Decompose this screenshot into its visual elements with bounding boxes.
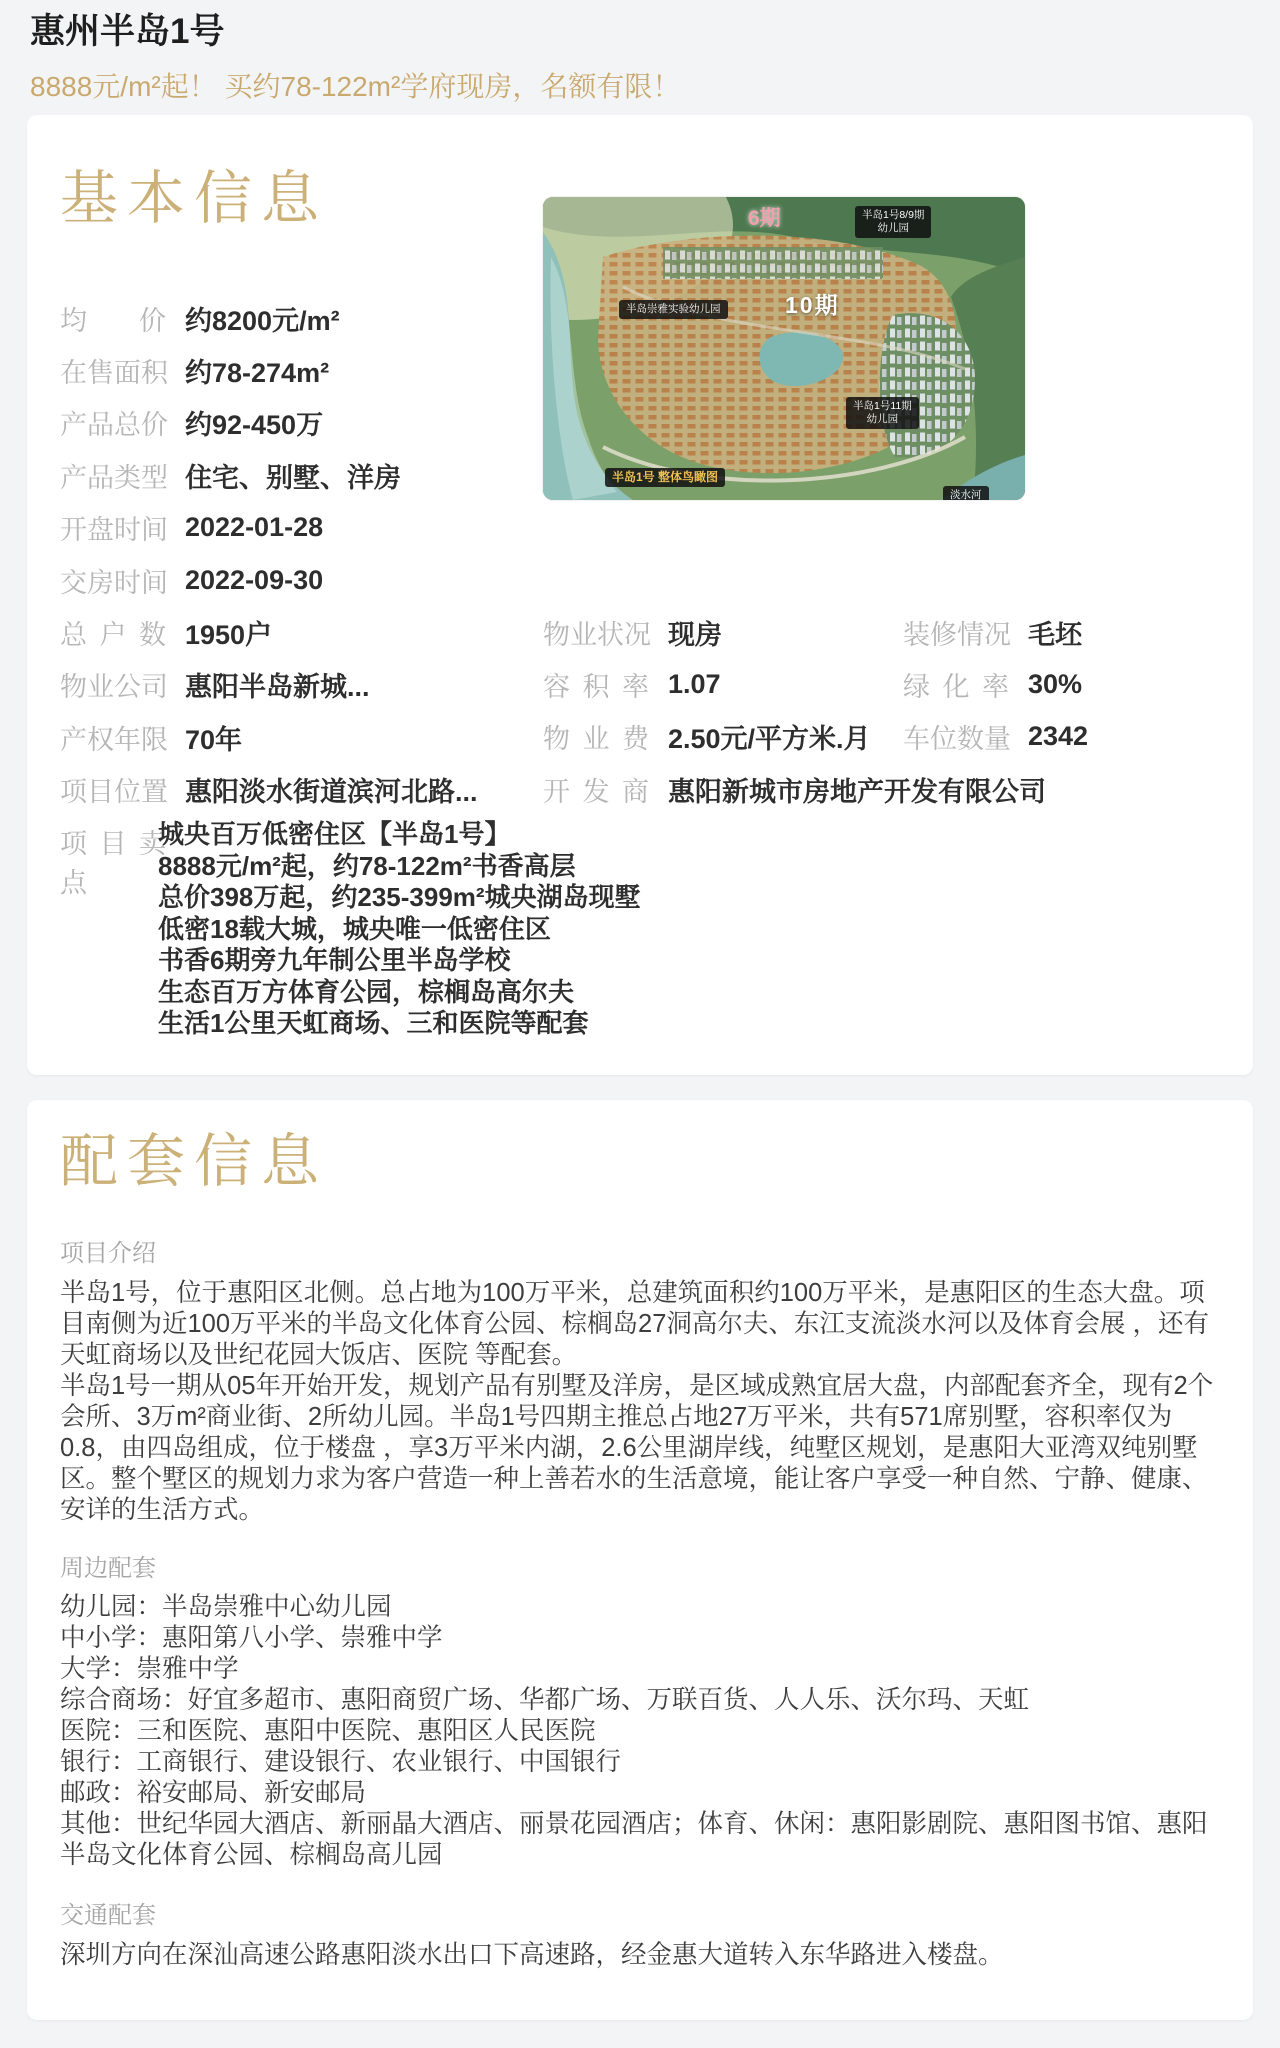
aerial-illustration (543, 197, 1025, 500)
selling-point-line: 低密18载大城，城央唯一低密住区 (158, 913, 551, 944)
selling-point-line: 生态百万方体育公园，棕榈岛高尔夫 (158, 976, 575, 1007)
project-intro-paragraph-1: 半岛1号，位于惠阳区北侧。总占地为100万平米，总建筑面积约100万平米，是惠阳区的生态大盘。项目南侧为近100万平米的半岛文化体育公园、棕榈岛27洞高尔夫、东江支流淡水河以及体育会展 ，还有天虹商场以及世纪花园大饭店、医院 等配套。 (60, 1279, 1209, 1369)
kindergarten-8-9-line1: 半岛1号8/9期 (862, 209, 925, 221)
row-value: 现房 (668, 619, 722, 650)
aerial-view-photo[interactable] (543, 197, 1025, 500)
row-opening-date (60, 502, 530, 554)
row-value: 1.07 (668, 669, 721, 700)
basic-info-heading: 基本信息 (60, 166, 329, 231)
row-ownership-years (60, 711, 530, 763)
selling-points-list (158, 819, 641, 1040)
facility-heading: 配套信息 (60, 1129, 329, 1194)
row-total-households (60, 606, 530, 658)
row-label: 在售面积 (60, 358, 168, 389)
promo-subtitle: 8888元/m²起！ 买约78-122m²学府现房，名额有限！ (30, 71, 681, 102)
row-value: 2022-09-30 (185, 564, 324, 595)
row-greening-rate (903, 658, 1243, 710)
row-developer (543, 763, 1243, 815)
kindergarten-11-line1: 半岛1号11期 (853, 400, 912, 412)
selling-point-line: 总价398万起，约235-399m²城央湖岛现墅 (158, 882, 641, 912)
selling-points-label: 项目卖点 (60, 829, 166, 898)
row-label: 装修情况 (903, 619, 1011, 650)
page-title: 惠州半岛1号 (30, 12, 225, 51)
row-value: 惠阳淡水街道滨河北路... (185, 777, 478, 808)
surroundings-list (60, 1592, 1230, 1871)
surroundings-item-university: 大学：崇雅中学 (60, 1655, 239, 1683)
row-value: 2342 (1028, 721, 1089, 752)
row-label: 交房时间 (60, 567, 168, 598)
basic-info-card (27, 115, 1253, 1075)
surroundings-item-others: 其他：世纪华园大酒店、新丽晶大酒店、丽景花园酒店；体育、休闲：惠阳影剧院、惠阳图书馆、惠阳半岛文化体育公园、棕榈岛高儿园 (60, 1810, 1208, 1869)
row-value: 毛坯 (1028, 619, 1082, 650)
page-header (30, 12, 680, 105)
row-delivery-date (60, 554, 530, 606)
row-label: 物业公司 (60, 672, 168, 703)
row-label: 产品类型 (60, 462, 168, 493)
row-label: 项目位置 (60, 777, 168, 808)
row-value: 约78-274m² (185, 358, 330, 389)
row-total-price (60, 397, 530, 449)
traffic-text: 深圳方向在深汕高速公路惠阳淡水出口下高速路，经金惠大道转入东华路进入楼盘。 (60, 1941, 1004, 1969)
project-intro-text (60, 1278, 1230, 1526)
row-value: 1950户 (185, 620, 273, 651)
row-value: 惠阳新城市房地产开发有限公司 (668, 776, 1046, 807)
row-label: 绿化率 (903, 672, 1009, 703)
traffic-label: 交通配套 (60, 1902, 156, 1929)
phase6-label: 6期 (748, 207, 781, 230)
facility-info-card (27, 1100, 1253, 2020)
row-value: 70年 (185, 724, 243, 755)
row-label: 开盘时间 (60, 515, 168, 546)
basic-info-left-column (60, 292, 530, 816)
row-on-sale-area (60, 344, 530, 396)
row-label: 物业状况 (543, 619, 651, 650)
row-value: 30% (1028, 669, 1083, 700)
surroundings-item-banks: 银行：工商银行、建设银行、农业银行、中国银行 (60, 1748, 622, 1776)
basic-info-right-column (903, 606, 1243, 763)
surroundings-item-post: 邮政：裕安邮局、新安邮局 (60, 1779, 367, 1807)
chongya-kindergarten-badge: 半岛崇雅实验幼儿园 (619, 300, 728, 319)
row-value: 约92-450万 (185, 410, 324, 441)
row-value: 2022-01-28 (185, 512, 324, 543)
row-label: 物业费 (543, 724, 649, 755)
row-label: 产权年限 (60, 724, 168, 755)
row-label: 总户数 (60, 620, 166, 651)
row-value: 2.50元/平方米.月 (668, 724, 871, 755)
row-project-location (60, 764, 530, 816)
surroundings-item-kindergarten: 幼儿园：半岛崇雅中心幼儿园 (60, 1593, 392, 1621)
project-intro-paragraph-2: 半岛1号一期从05年开始开发，规划产品有别墅及洋房，是区域成熟宜居大盘，内部配套齐全，现有2个会所、3万m²商业街、2所幼儿园。半岛1号四期主推总占地27万平米，共有571席别墅，容积率仅为0.8，由四岛组成，位于楼盘 ，享3万平米内湖，2.6公里湖岸线，纯墅区规划，是惠阳大亚湾双纯别墅区。整个墅区的规划力求为客户营造一种上善若水的生活意境，能让客户享受一种自然、宁静、健康、安详的生活方式。 (60, 1372, 1214, 1524)
phase10-label: 10期 (785, 292, 840, 318)
project-intro-label: 项目介绍 (60, 1240, 156, 1267)
row-label: 车位数量 (903, 724, 1011, 755)
selling-point-line: 书香6期旁九年制公里半岛学校 (158, 945, 511, 975)
danshui-river-badge: 淡水河 (943, 486, 989, 500)
kindergarten-8-9-badge (855, 206, 931, 238)
row-label: 产品总价 (60, 410, 168, 441)
row-product-type (60, 449, 530, 501)
row-value: 约8200元/m² (185, 305, 340, 336)
row-label: 容积率 (543, 672, 649, 703)
kindergarten-8-9-line2: 幼儿园 (877, 222, 909, 234)
row-value: 惠阳半岛新城... (185, 672, 370, 703)
row-label: 开发商 (543, 776, 649, 807)
surroundings-label: 周边配套 (60, 1555, 156, 1582)
kindergarten-11-badge (846, 397, 919, 429)
selling-point-line: 生活1公里天虹商场、三和医院等配套 (158, 1008, 589, 1038)
row-average-price (60, 292, 530, 344)
surroundings-item-schools: 中小学：惠阳第八小学、崇雅中学 (60, 1624, 443, 1652)
selling-point-line: 8888元/m²起，约78-122m²书香高层 (158, 850, 576, 881)
surroundings-item-hospitals: 医院：三和医院、惠阳中医院、惠阳区人民医院 (60, 1717, 596, 1745)
row-value: 住宅、别墅、洋房 (185, 462, 401, 493)
row-decoration (903, 606, 1243, 658)
surroundings-item-malls: 综合商场：好宜多超市、惠阳商贸广场、华都广场、万联百货、人人乐、沃尔玛、天虹 (60, 1686, 1030, 1714)
row-property-company (60, 659, 530, 711)
row-parking-count (903, 711, 1243, 763)
birdview-caption-badge: 半岛1号 整体鸟瞰图 (605, 468, 725, 487)
row-label: 均价 (60, 305, 166, 336)
kindergarten-11-line2: 幼儿园 (866, 413, 899, 425)
selling-point-line: 城央百万低密住区【半岛1号】 (158, 819, 511, 849)
